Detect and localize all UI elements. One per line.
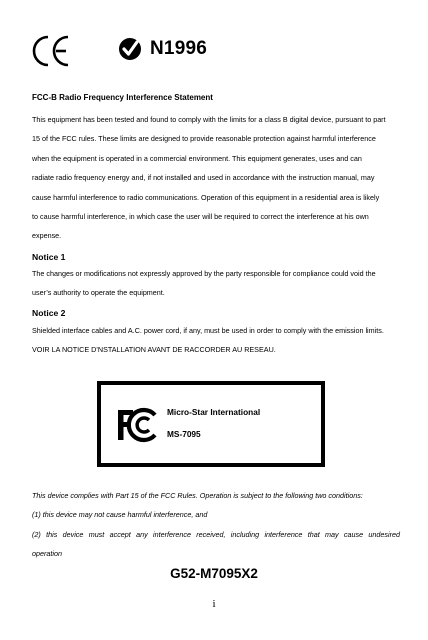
- certificate-number: N1996: [150, 38, 207, 59]
- fcc-label-box: [97, 381, 325, 467]
- paragraph-line: to cause harmful interference, in which case the user will be required to correct the interference at his own: [32, 212, 369, 222]
- label-model-number: MS-7095: [167, 429, 201, 439]
- paragraph-line: radiate radio frequency energy and, if not installed and used in accordance with the instruction manual, may: [32, 173, 375, 183]
- paragraph-line: expense.: [32, 231, 62, 241]
- paragraph-line: This equipment has been tested and found to comply with the limits for a class B digital device, pursuant to part: [32, 115, 386, 124]
- notice-2-title: Notice 2: [32, 308, 66, 318]
- page-number: i: [212, 598, 216, 610]
- ce-mark-icon: [32, 33, 72, 69]
- paragraph-line: when the equipment is operated in a commercial environment. This equipment generates, uses and can: [32, 153, 362, 163]
- notice-1-paragraph: [32, 264, 400, 303]
- paragraph-line: operation: [32, 549, 62, 559]
- part-number: G52-M7095X2: [170, 566, 258, 581]
- paragraph-line: (2) this device must accept any interference received, including interference that may cause undesired: [32, 529, 400, 539]
- compliance-statement: [32, 486, 400, 564]
- paragraph-line: 15 of the FCC rules. These limits are designed to provide reasonable protection against harmful interference: [32, 134, 376, 144]
- fc-logo-icon: [115, 407, 157, 443]
- paragraph-line: (1) this device may not cause harmful interference, and: [32, 510, 208, 520]
- paragraph-line: cause harmful interference to radio communications. Operation of this equipment in a residential area is likely: [32, 192, 380, 202]
- paragraph-line: user’s authority to operate the equipment.: [32, 288, 165, 298]
- notice-2-paragraph: [32, 321, 400, 360]
- paragraph-line: VOIR LA NOTICE D’NSTALLATION AVANT DE RACCORDER AU RESEAU.: [32, 345, 276, 355]
- c-tick-icon: [118, 37, 142, 61]
- paragraph-line: This device complies with Part 15 of the FCC Rules. Operation is subject to the following two conditions:: [32, 491, 363, 500]
- notice-1-title: Notice 1: [32, 252, 66, 262]
- label-company-name: Micro-Star International: [167, 407, 261, 417]
- fcc-statement-title: FCC-B Radio Frequency Interference Statement: [32, 93, 213, 102]
- fcc-statement-paragraph: [32, 110, 400, 246]
- paragraph-line: Shielded interface cables and A.C. power cord, if any, must be used in order to comply with the emission limits.: [32, 326, 384, 335]
- paragraph-line: The changes or modifications not expressly approved by the party responsible for compliance could void the: [32, 269, 376, 278]
